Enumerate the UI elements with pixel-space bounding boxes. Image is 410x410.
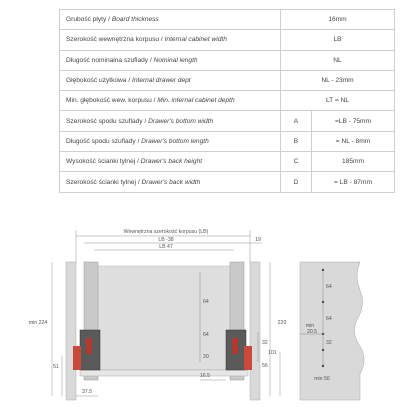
label-en: Drawer's bottom width xyxy=(148,117,214,125)
label-en: Board thickness xyxy=(111,16,159,24)
row-value: NL xyxy=(281,50,395,70)
table-row xyxy=(60,10,395,30)
label-pl: Min. głębokość wew. korpusu xyxy=(66,97,152,105)
side-dim-64-lower: 64 xyxy=(326,316,332,322)
row-symbol: B xyxy=(281,131,312,151)
label-pl: Długość nominalna szuflady xyxy=(66,56,149,64)
front-view xyxy=(29,229,287,400)
row-value: 16mm xyxy=(281,10,395,30)
dim-32: 32 xyxy=(262,340,268,346)
dim-101: 101 xyxy=(268,350,277,356)
label-pl: Długość spodu szuflady xyxy=(66,137,136,145)
row-symbol: C xyxy=(281,152,312,172)
label-en: Internal cabinet width xyxy=(164,36,227,44)
side-dim-64-upper: 64 xyxy=(326,284,332,290)
label-en: Min. internal cabinet depth xyxy=(157,97,235,105)
side-dim-20-5: 20.5 xyxy=(306,329,318,335)
row-label: Długość spodu szuflady / Drawer's bottom length xyxy=(60,131,281,151)
row-label: Min. głębokość wew. korpusu / Min. internal cabinet depth xyxy=(60,91,281,111)
row-label: Szerokość spodu szuflady / Drawer's bottom width xyxy=(60,111,281,131)
dim-16-5: 16.5 xyxy=(199,373,211,379)
left-cabinet-wall xyxy=(66,262,76,400)
dim-51: 51 xyxy=(53,364,59,370)
row-label: Długość nominalna szuflady / Nominal length xyxy=(60,50,281,70)
label-en: Drawer's back width xyxy=(141,178,201,186)
row-label: Szerokość ścianki tylnej / Drawer's back width xyxy=(60,172,281,192)
label-pl: Wysokość ścianki tylnej xyxy=(66,158,136,166)
technical-drawing xyxy=(0,218,410,410)
dim-64-upper: 64 xyxy=(203,299,209,305)
row-symbol: A xyxy=(281,111,312,131)
side-dim-32: 32 xyxy=(326,340,332,346)
table-row xyxy=(60,111,395,131)
row-value: LT = NL xyxy=(281,91,395,111)
dim-20: 20 xyxy=(203,354,209,360)
drawer-back-panel xyxy=(94,266,234,370)
dim-37-5: 37.5 xyxy=(81,389,93,395)
table-row xyxy=(60,91,395,111)
row-value: LB xyxy=(281,30,395,50)
row-value: =LB - 75mm xyxy=(312,111,395,131)
internal-width-label: Wewnętrzna szerokość korpusu (LB) xyxy=(123,229,209,235)
right-runner xyxy=(226,330,252,370)
label-pl: Szerokość ścianki tylnej xyxy=(66,178,136,186)
table-row xyxy=(60,152,395,172)
row-value: = LB - 87mm xyxy=(312,172,395,192)
row-label: Szerokość wewnętrzna korpusu / Internal cabinet width xyxy=(60,30,281,50)
dim-64-lower: 64 xyxy=(203,332,209,338)
dim-min-224: min 224 xyxy=(28,320,48,326)
label-pl: Szerokość spodu szuflady xyxy=(66,117,143,125)
side-view xyxy=(300,262,364,400)
specification-table xyxy=(59,9,395,193)
row-value: NL - 23mm xyxy=(281,70,395,90)
row-value: = NL - 8mm xyxy=(312,131,395,151)
label-pl: Grubość płyty xyxy=(66,16,107,24)
table-row xyxy=(60,30,395,50)
dim-lb-47: LB 47 xyxy=(159,244,173,250)
label-en: Nominal length xyxy=(153,56,198,64)
left-runner xyxy=(73,330,100,370)
dim-220: 220 xyxy=(277,320,287,326)
row-label: Głębokość użytkowa / Internal drawer dept xyxy=(60,70,281,90)
label-en: Drawer's bottom length xyxy=(141,137,209,145)
drawer-bottom xyxy=(80,370,248,376)
table-row xyxy=(60,172,395,192)
row-label: Grubość płyty / Board thickness xyxy=(60,10,281,30)
table-row xyxy=(60,50,395,70)
label-en: Internal drawer dept xyxy=(131,77,191,85)
row-value: 185mm xyxy=(312,152,395,172)
dim-19: 19 xyxy=(255,237,261,243)
label-en: Drawer's back height xyxy=(140,158,203,166)
side-dim-min: min xyxy=(305,323,315,329)
table-row xyxy=(60,70,395,90)
right-cabinet-wall xyxy=(250,262,260,400)
dim-56: 56 xyxy=(262,363,268,369)
label-pl: Głębokość użytkowa xyxy=(66,77,127,85)
row-label: Wysokość ścianki tylnej / Drawer's back height xyxy=(60,152,281,172)
table-row xyxy=(60,131,395,151)
dim-lb-38: LB -38 xyxy=(158,237,174,243)
label-pl: Szerokość wewnętrzna korpusu xyxy=(66,36,160,44)
side-dim-min-56: min 56 xyxy=(314,376,330,382)
row-symbol: D xyxy=(281,172,312,192)
